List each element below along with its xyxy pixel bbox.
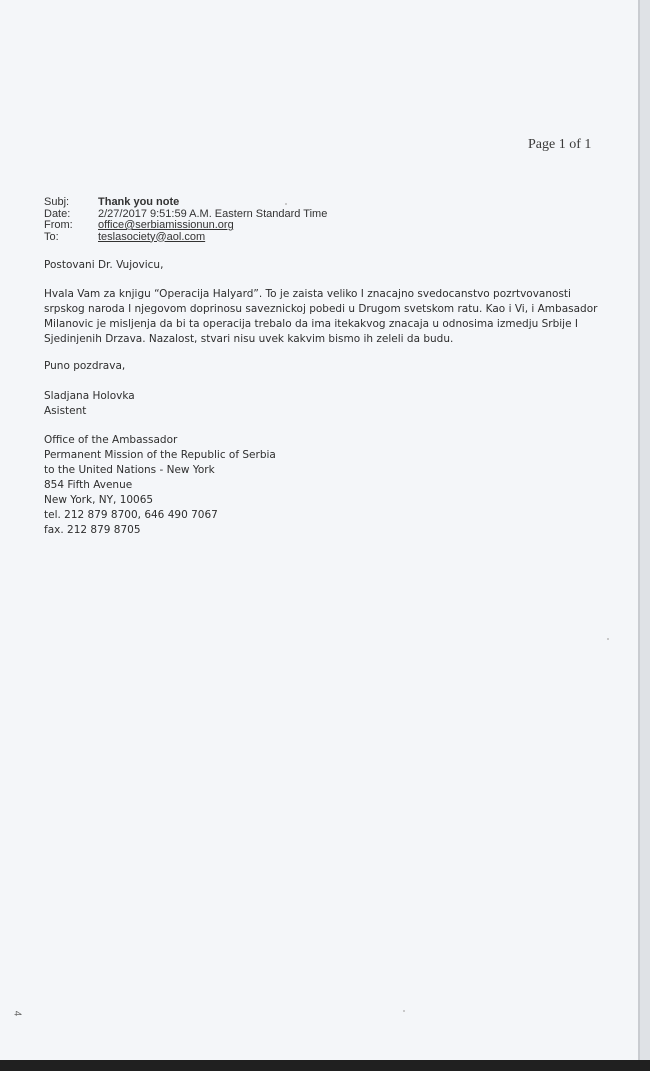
office-phone: tel. 212 879 8700, 646 490 7067 (44, 509, 218, 521)
to-row (44, 232, 327, 244)
office-line: Office of the Ambassador (44, 434, 178, 446)
subject-label: Subj: (44, 196, 70, 208)
closing-line: Puno pozdrava, (44, 360, 126, 372)
office-fax: fax. 212 879 8705 (44, 524, 141, 536)
greeting: Postovani Dr. Vujovicu, (44, 259, 164, 271)
office-address-block (44, 433, 604, 538)
signature-block (44, 389, 604, 419)
scan-speck (285, 203, 287, 205)
office-line: to the United Nations - New York (44, 464, 215, 476)
date-value: 2/27/2017 9:51:59 A.M. Eastern Standard Time (98, 207, 328, 220)
letter-body (44, 258, 604, 538)
to-label: To: (44, 230, 59, 243)
office-line: 854 Fifth Avenue (44, 479, 133, 491)
office-line: New York, NY, 10065 (44, 494, 154, 506)
signer-title: Asistent (44, 405, 87, 417)
from-email-link[interactable]: office@serbiamissionun.org (98, 219, 234, 231)
scan-speck (403, 1010, 405, 1012)
signer-name: Sladjana Holovka (44, 390, 135, 402)
subject-value: Thank you note (98, 196, 180, 208)
page-number: Page 1 of 1 (528, 137, 592, 152)
margin-mark: 4 (11, 1010, 23, 1017)
scan-speck (607, 638, 609, 640)
from-row (44, 220, 327, 232)
office-line: Permanent Mission of the Republic of Serbia (44, 449, 276, 461)
scan-edge (0, 1060, 650, 1071)
date-label: Date: (44, 207, 71, 220)
to-email-link[interactable]: teslasociety@aol.com (98, 230, 206, 243)
main-paragraph: Hvala Vam za knjigu “Operacija Halyard”. To je zaista veliko I znacajno svedocanstvo pozrtvovanosti srpskog naroda I njegovom doprinosu saveznickoj pobedi u Drugom svetskom ratu. Kao i Vi, i Ambasador Milanovic je misljenja da bi ta operacija trebalo da ima itekakvog znacaja u odnosima izmedju Srbije I Sjedinjenih Drzava. Nazalost, stvari nisu uvek kakvim bismo ih zeleli da budu. (44, 288, 598, 345)
from-label: From: (44, 219, 73, 231)
